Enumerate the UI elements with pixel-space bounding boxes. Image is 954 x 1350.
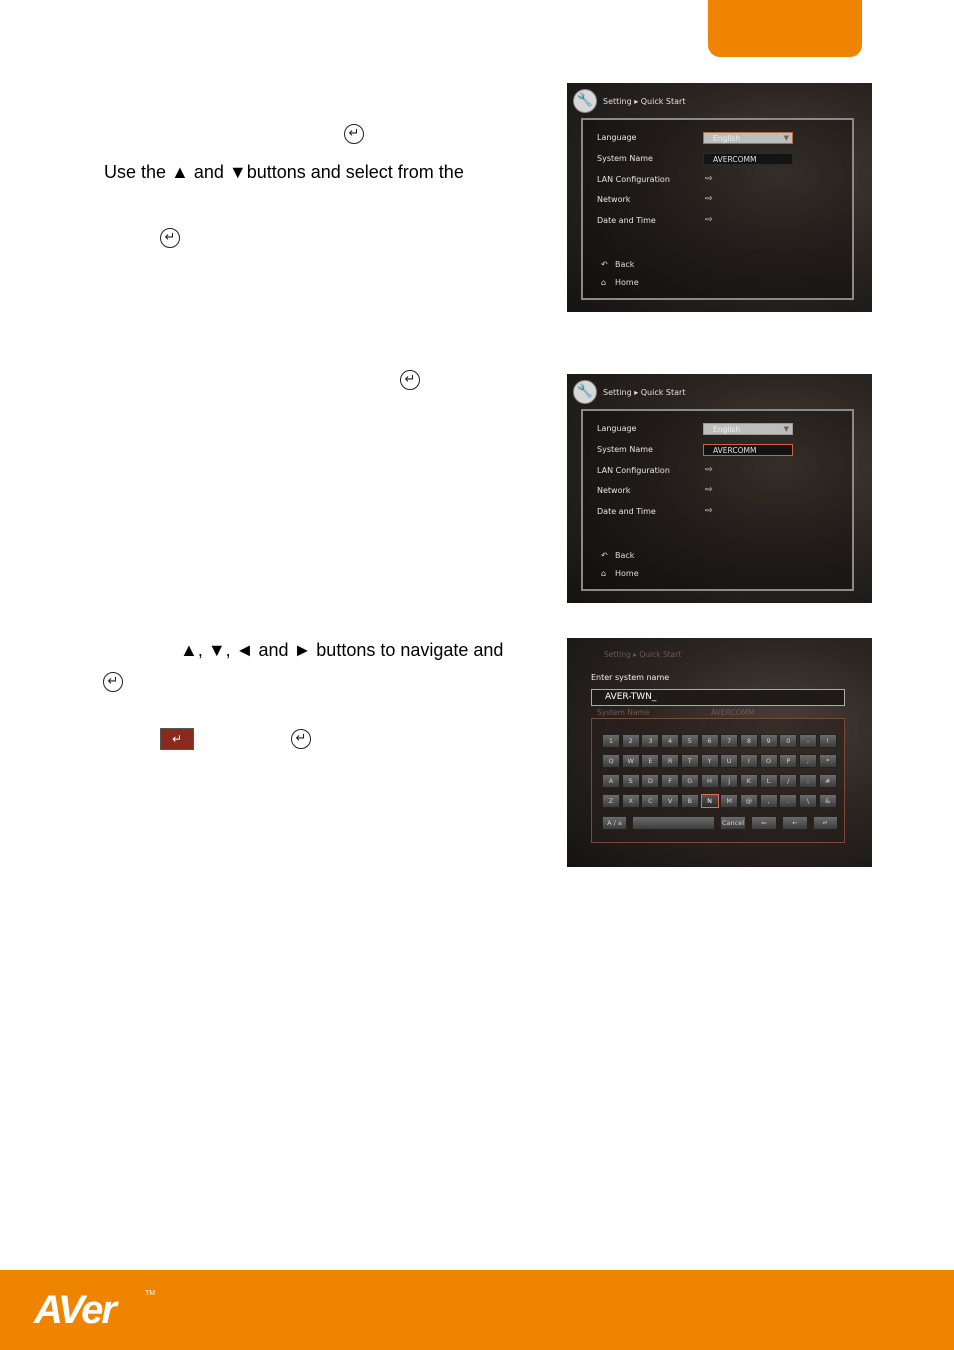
- enter-icon: ↵: [400, 370, 420, 390]
- key-s[interactable]: S: [622, 774, 640, 788]
- key-0[interactable]: 0: [779, 734, 797, 748]
- key-j[interactable]: J: [720, 774, 738, 788]
- settings-panel: [581, 118, 854, 300]
- key-symbol[interactable]: \: [799, 794, 817, 808]
- aver-logo: AVer: [34, 1288, 115, 1332]
- key-symbol[interactable]: *: [819, 754, 837, 768]
- key-f[interactable]: F: [661, 774, 679, 788]
- key-m[interactable]: M: [720, 794, 738, 808]
- key-symbol[interactable]: &: [819, 794, 837, 808]
- home-button[interactable]: [601, 278, 639, 287]
- row-lan-configuration[interactable]: LAN Configuration: [597, 175, 670, 184]
- key-l[interactable]: L: [760, 774, 778, 788]
- row-date-and-time[interactable]: Date and Time: [597, 216, 656, 225]
- on-screen-keyboard-screen: [567, 638, 872, 867]
- key-symbol[interactable]: .: [779, 794, 797, 808]
- space-key[interactable]: [632, 816, 715, 830]
- key-p[interactable]: P: [779, 754, 797, 768]
- enter-icon: ↵: [103, 672, 123, 692]
- key-b[interactable]: B: [681, 794, 699, 808]
- arrow-right-icon: ⇨: [705, 215, 713, 225]
- key-symbol[interactable]: ;: [799, 754, 817, 768]
- key-z[interactable]: Z: [602, 794, 620, 808]
- key-n[interactable]: N: [701, 794, 719, 808]
- row-date-and-time[interactable]: Date and Time: [597, 507, 656, 516]
- back-icon: ↶: [601, 551, 608, 560]
- back-icon: ↶: [601, 260, 608, 269]
- row-lan-configuration[interactable]: LAN Configuration: [597, 466, 670, 475]
- home-icon: ⌂: [601, 278, 607, 287]
- chevron-down-icon: ▼: [783, 134, 789, 142]
- key-c[interactable]: C: [641, 794, 659, 808]
- home-label: Home: [615, 569, 639, 578]
- key-x[interactable]: X: [622, 794, 640, 808]
- language-value: English: [713, 134, 741, 143]
- key-v[interactable]: V: [661, 794, 679, 808]
- row-language[interactable]: Language: [597, 133, 637, 142]
- back-label: Back: [615, 260, 635, 269]
- key-o[interactable]: O: [760, 754, 778, 768]
- key-symbol[interactable]: #: [819, 774, 837, 788]
- key-2[interactable]: 2: [622, 734, 640, 748]
- system-name-field[interactable]: AVERCOMM: [703, 444, 793, 456]
- row-network[interactable]: Network: [597, 195, 631, 204]
- cancel-key[interactable]: Cancel: [720, 816, 746, 830]
- key-k[interactable]: K: [740, 774, 758, 788]
- footer-bar: [0, 1270, 954, 1350]
- enter-icon: ↵: [344, 124, 364, 144]
- system-name-input[interactable]: AVER-TWN_: [591, 689, 845, 706]
- key-8[interactable]: 8: [740, 734, 758, 748]
- key-symbol[interactable]: @: [740, 794, 758, 808]
- wrench-icon: 🔧: [573, 380, 597, 404]
- key-h[interactable]: H: [701, 774, 719, 788]
- settings-panel: [581, 409, 854, 591]
- key-symbol[interactable]: :: [799, 774, 817, 788]
- key-e[interactable]: E: [641, 754, 659, 768]
- key-4[interactable]: 4: [661, 734, 679, 748]
- arrow-right-icon: ⇨: [705, 506, 713, 516]
- key-y[interactable]: Y: [701, 754, 719, 768]
- breadcrumb: Setting ▸ Quick Start: [603, 96, 686, 106]
- instruction-language-select: Use the ▲ and ▼buttons and select from the: [104, 162, 464, 182]
- arrow-right-icon: ⇨: [705, 465, 713, 475]
- key-t[interactable]: T: [681, 754, 699, 768]
- key-symbol[interactable]: /: [779, 774, 797, 788]
- key-g[interactable]: G: [681, 774, 699, 788]
- key-symbol[interactable]: !: [819, 734, 837, 748]
- key-6[interactable]: 6: [701, 734, 719, 748]
- language-value: English: [713, 425, 741, 434]
- key-1[interactable]: 1: [602, 734, 620, 748]
- page-tab-marker: [708, 0, 862, 57]
- back-label: Back: [615, 551, 635, 560]
- arrow-right-icon: ⇨: [705, 194, 713, 204]
- trademark-mark: TM: [145, 1290, 156, 1297]
- enter-icon: ↵: [291, 729, 311, 749]
- row-system-name[interactable]: System Name: [597, 154, 653, 163]
- system-name-field[interactable]: AVERCOMM: [703, 153, 793, 165]
- key-symbol[interactable]: -: [799, 734, 817, 748]
- home-label: Home: [615, 278, 639, 287]
- key-r[interactable]: R: [661, 754, 679, 768]
- row-system-name[interactable]: System Name: [597, 445, 653, 454]
- quick-start-screen-system-name: [567, 374, 872, 603]
- key-q[interactable]: Q: [602, 754, 620, 768]
- back-button[interactable]: [601, 260, 634, 269]
- home-icon: ⌂: [601, 569, 607, 578]
- key-7[interactable]: 7: [720, 734, 738, 748]
- instruction-keyboard-navigate: ▲, ▼, ◄ and ► buttons to navigate and: [180, 640, 504, 660]
- key-symbol[interactable]: ,: [760, 794, 778, 808]
- screen-header: [573, 88, 685, 114]
- enter-key[interactable]: ↵: [813, 816, 838, 830]
- arrow-right-icon: ⇨: [705, 174, 713, 184]
- key-a[interactable]: A: [602, 774, 620, 788]
- enter-key-icon: ↵: [160, 728, 194, 750]
- key-d[interactable]: D: [641, 774, 659, 788]
- screen-header: [573, 379, 685, 405]
- row-language[interactable]: Language: [597, 424, 637, 433]
- backspace-key[interactable]: ⇐: [751, 816, 777, 830]
- enter-icon: ↵: [160, 228, 180, 248]
- key-u[interactable]: U: [720, 754, 738, 768]
- keyboard-panel: [591, 718, 845, 843]
- arrow-right-icon: ⇨: [705, 485, 713, 495]
- wrench-icon: 🔧: [573, 89, 597, 113]
- quick-start-screen-language: [567, 83, 872, 312]
- language-dropdown[interactable]: [703, 423, 793, 435]
- key-i[interactable]: I: [740, 754, 758, 768]
- breadcrumb-ghost: Setting ▸ Quick Start: [604, 650, 682, 659]
- key-3[interactable]: 3: [641, 734, 659, 748]
- row-network[interactable]: Network: [597, 486, 631, 495]
- chevron-down-icon: ▼: [783, 425, 789, 433]
- cursor-left-key[interactable]: ←: [782, 816, 808, 830]
- shift-key[interactable]: A / a: [602, 816, 627, 830]
- key-w[interactable]: W: [622, 754, 640, 768]
- keyboard-title: Enter system name: [591, 673, 670, 682]
- back-button[interactable]: [601, 551, 634, 560]
- avercomm-ghost: AVERCOMM: [711, 708, 755, 717]
- key-9[interactable]: 9: [760, 734, 778, 748]
- language-dropdown[interactable]: [703, 132, 793, 144]
- key-5[interactable]: 5: [681, 734, 699, 748]
- breadcrumb: Setting ▸ Quick Start: [603, 387, 686, 397]
- system-name-ghost: System Name: [597, 708, 650, 717]
- home-button[interactable]: [601, 569, 639, 578]
